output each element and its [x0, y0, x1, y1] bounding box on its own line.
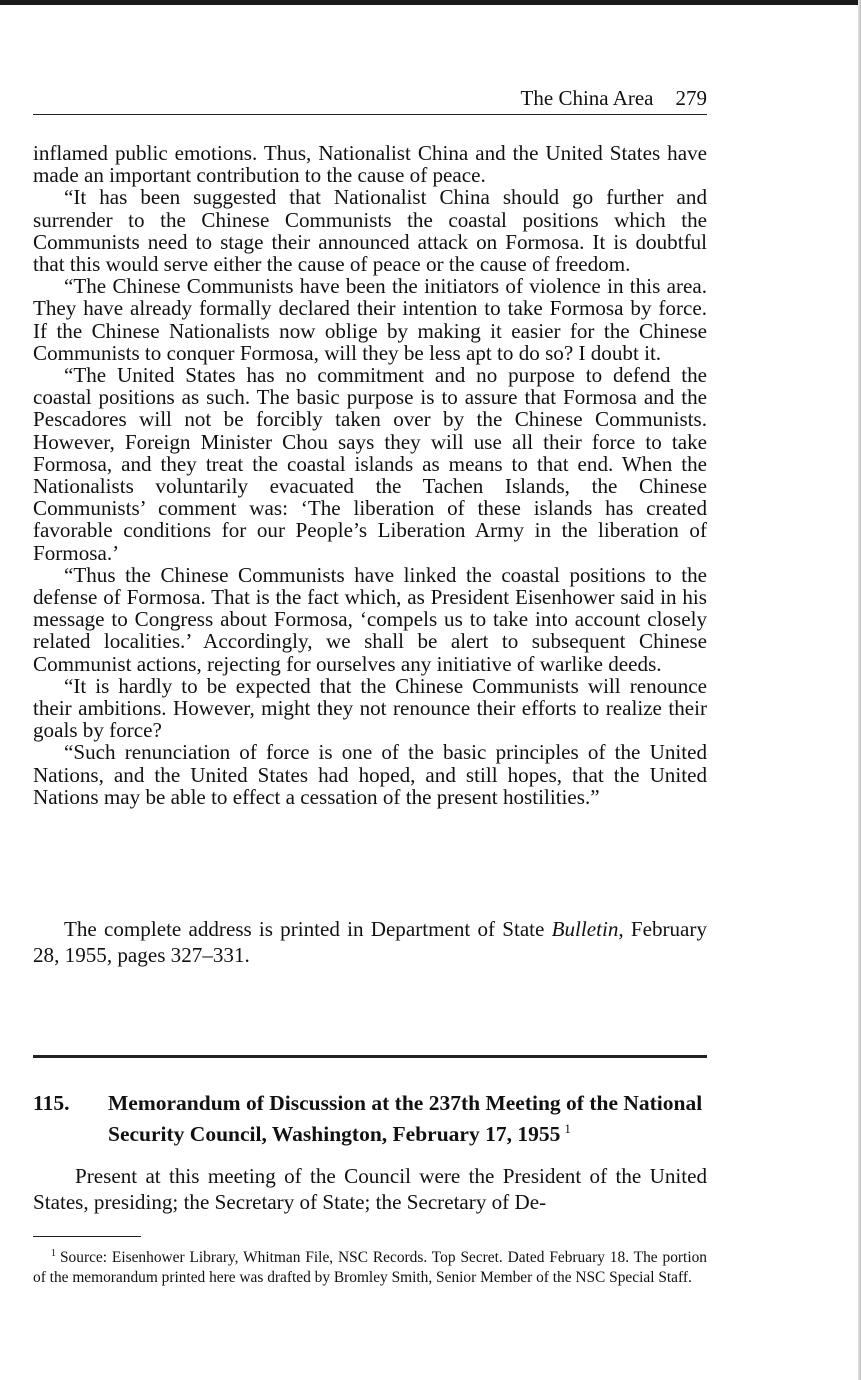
closing-note — [33, 916, 707, 968]
running-head — [33, 86, 707, 115]
bulletin-title: Bulletin, — [551, 917, 624, 941]
present-paragraph: Present at this meeting of the Council were the President of the United States, presiding; the Secretary of State; the Secretary of De- — [33, 1164, 707, 1214]
document-heading — [33, 1090, 723, 1147]
closing-note-text: The complete address is printed in Department of State — [64, 917, 552, 941]
paragraph: “The Chinese Communists have been the initiators of violence in this area. They have already formally declared their intention to take Formosa by force. If the Chinese Nationalists now oblige by making it easier for the Chinese Communists to conquer Formosa, will they be less apt to do so? I doubt it. — [33, 274, 707, 365]
footnote — [33, 1244, 707, 1287]
paragraph: “Thus the Chinese Communists have linked the coastal positions to the defense of Formosa. That is the fact which, as President Eisenhower said in his message to Congress about Formosa, ‘compels us to take into account closely related localities.’ Accordingly, we shall be alert to subsequent Chinese Communist actions, rejecting for ourselves any initiative of warlike deeds. — [33, 562, 707, 676]
paragraph: “The United States has no commitment and no purpose to defend the coastal positions as such. The basic purpose is to assure that Formosa and the Pescadores will not be forcibly taken over by the Chinese Communists. However, Foreign Minister Chou says they will use all their force to take Formosa, and they treat the coastal islands as means to that end. When the Nationalists voluntarily evacuated the Tachen Islands, the Chinese Communists’ comment was: ‘The liberation of these islands has created favorable conditions for our People’s Liberation Army in the liberation of Formosa.’ — [33, 363, 707, 565]
paragraph: inflamed public emotions. Thus, Nationalist China and the United States have made an important contribution to the cause of peace. — [33, 141, 707, 188]
closing-note-citation: February 28, 1955, pages 327–331. — [33, 917, 707, 967]
paragraph: “It has been suggested that Nationalist China should go further and surrender to the Chinese Communists the coastal positions which the Communists need to stage their announced attack on Formosa. It is doubtful that this would serve either the cause of peace or the cause of freedom. — [33, 185, 707, 277]
footnote-text: Source: Eisenhower Library, Whitman File, NSC Records. Top Secret. Dated February 18. The portion of the memorandum printed here was drafted by Bromley Smith, Senior Member of the NSC Special Staff. — [33, 1249, 707, 1286]
top-border — [0, 0, 861, 5]
body-text — [33, 142, 707, 808]
page-number: 279 — [675, 86, 707, 110]
footnote-marker: 1 — [51, 1248, 56, 1259]
paragraph: “It is hardly to be expected that the Chinese Communists will renounce their ambitions. However, might they not renounce their efforts to realize their goals by force? — [33, 673, 707, 743]
footnote-reference: 1 — [564, 1121, 571, 1136]
document-title-wrap — [108, 1090, 723, 1147]
section-divider — [33, 1055, 707, 1058]
document-number: 115. — [33, 1091, 70, 1115]
running-head-title: The China Area — [520, 86, 654, 110]
paragraph: “Such renunciation of force is one of the basic principles of the United Nations, and the United States had hoped, and still hopes, that the United Nations may be able to effect a cessation of the present hostilities.” — [33, 740, 707, 809]
document-title: Memorandum of Discussion at the 237th Meeting of the National Security Council, Washington, February 17, 1955 — [108, 1091, 703, 1147]
footnote-divider — [33, 1236, 141, 1237]
